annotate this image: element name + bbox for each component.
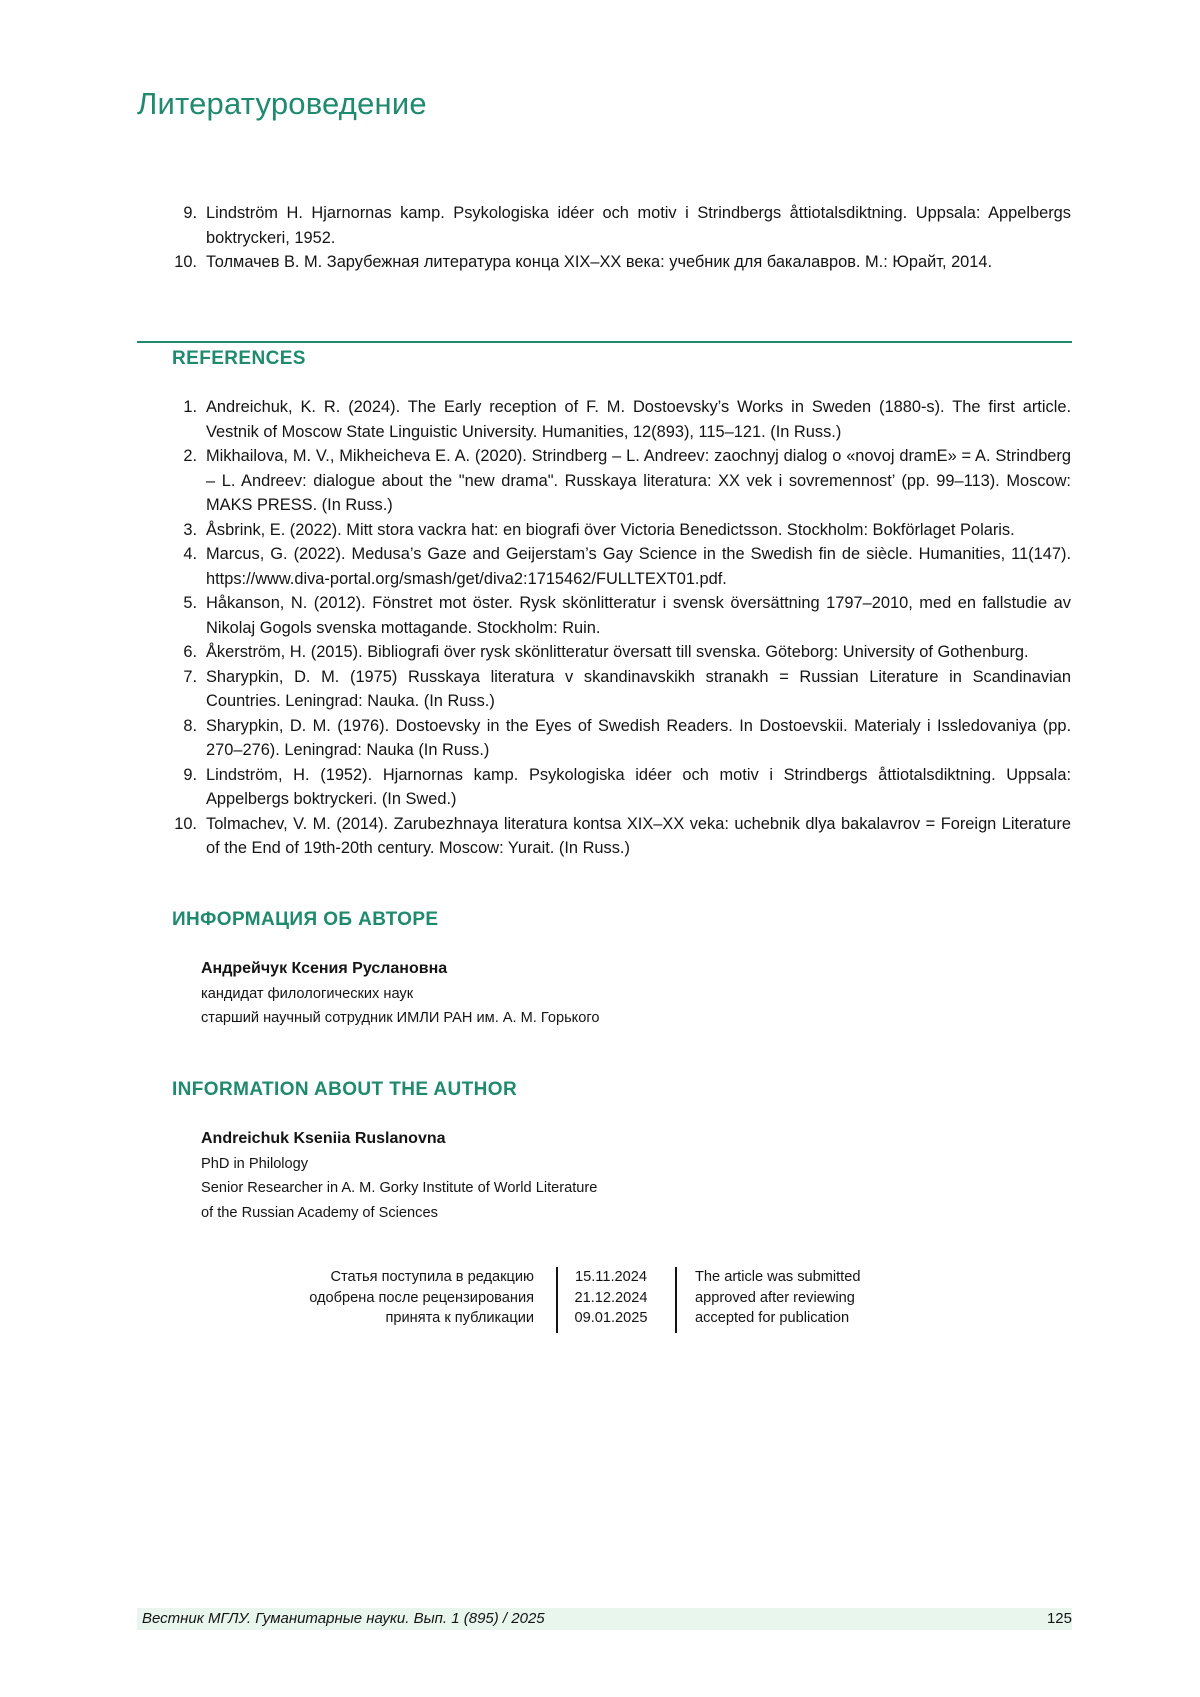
date-label-accepted-ru: принята к публикации xyxy=(250,1308,534,1329)
author-name: Андрейчук Ксения Руслановна xyxy=(201,957,599,982)
date-accepted: 09.01.2025 xyxy=(556,1308,666,1329)
reference-text: Marcus, G. (2022). Medusa’s Gaze and Geijerstam’s Gay Science in the Swedish fin de siècle. Humanities, 11(147). https://www.diva-portal.org/smash/get/diva2:1715462/FULLTEXT01.pdf. xyxy=(206,545,1071,588)
reference-item xyxy=(171,591,1071,640)
reference-text: Mikhailova, M. V., Mikheicheva E. A. (2020). Strindberg – L. Andreev: zaochnyj dialog o «novoj dramE» = A. Strindberg – L. Andreev: dialogue about the "new drama". Russkaya literatura: XX vek i sovremennost’ (pp. 99–113). Moscow: MAKS PRESS. (In Russ.) xyxy=(206,447,1071,514)
reference-number: 6. xyxy=(165,640,197,665)
reference-item xyxy=(171,542,1071,591)
reference-list-ru xyxy=(171,201,1071,275)
reference-item xyxy=(171,714,1071,763)
date-label-accepted-en: accepted for publication xyxy=(695,1308,995,1329)
author-position: Senior Researcher in A. M. Gorky Institute of World Literature xyxy=(201,1176,597,1201)
author-position: старший научный сотрудник ИМЛИ РАН им. А. М. Горького xyxy=(201,1006,599,1031)
reference-text: Åkerström, H. (2015). Bibliografi över rysk skönlitteratur översatt till svenska. Göteborg: University of Gothenburg. xyxy=(206,643,1029,661)
reference-number: 5. xyxy=(165,591,197,616)
reference-item xyxy=(171,395,1071,444)
reference-item xyxy=(171,518,1071,543)
date-label-approved-ru: одобрена после рецензирования xyxy=(250,1288,534,1309)
date-submitted: 15.11.2024 xyxy=(556,1267,666,1288)
date-label-submitted-ru: Статья поступила в редакцию xyxy=(250,1267,534,1288)
section-divider xyxy=(137,341,1072,343)
reference-text: Lindström H. Hjarnornas kamp. Psykologiska idéer och motiv i Strindbergs åttiotalsdiktning. Uppsala: Appelbergs boktryckeri, 1952. xyxy=(206,204,1071,247)
date-label-submitted-en: The article was submitted xyxy=(695,1267,995,1288)
reference-text: Lindström, H. (1952). Hjarnornas kamp. Psykologiska idéer och motiv i Strindbergs åttiotalsdiktning. Uppsala: Appelbergs boktryckeri. (In Swed.) xyxy=(206,766,1071,809)
author-name: Andreichuk Kseniia Ruslanovna xyxy=(201,1127,597,1152)
reference-item xyxy=(171,763,1071,812)
dates-labels-ru xyxy=(250,1267,534,1329)
author-info-heading-ru: ИНФОРМАЦИЯ ОБ АВТОРЕ xyxy=(172,909,439,931)
reference-item xyxy=(171,250,1071,275)
reference-item xyxy=(171,201,1071,250)
page-footer xyxy=(137,1608,1072,1630)
author-info-heading-en: INFORMATION ABOUT THE AUTHOR xyxy=(172,1079,517,1101)
reference-number: 10. xyxy=(165,812,197,837)
reference-number: 9. xyxy=(165,763,197,788)
author-info-ru xyxy=(201,957,599,1031)
reference-item xyxy=(171,444,1071,518)
reference-item xyxy=(171,665,1071,714)
date-label-approved-en: approved after reviewing xyxy=(695,1288,995,1309)
date-approved: 21.12.2024 xyxy=(556,1288,666,1309)
reference-text: Tolmachev, V. M. (2014). Zarubezhnaya literatura kontsa XIX–XX veka: uchebnik dlya bakalavrov = Foreign Literature of the End of 19th-20th century. Moscow: Yurait. (In Russ.) xyxy=(206,815,1071,858)
author-info-en xyxy=(201,1127,597,1225)
reference-item xyxy=(171,812,1071,861)
reference-text: Håkanson, N. (2012). Fönstret mot öster. Rysk skönlitteratur i svensk översättning 1797–2010, med en fallstudie av Nikolaj Gogols svenska mottagande. Stockholm: Ruin. xyxy=(206,594,1071,637)
references-heading: REFERENCES xyxy=(172,348,306,370)
reference-number: 8. xyxy=(165,714,197,739)
reference-number: 1. xyxy=(165,395,197,420)
reference-item xyxy=(171,640,1071,665)
reference-text: Andreichuk, K. R. (2024). The Early reception of F. M. Dostoevsky’s Works in Sweden (1880-s). The first article. Vestnik of Moscow State Linguistic University. Humanities, 12(893), 115–121. (In Russ.) xyxy=(206,398,1071,441)
reference-number: 7. xyxy=(165,665,197,690)
reference-text: Sharypkin, D. M. (1975) Russkaya literatura v skandinavskikh stranakh = Russian Literature in Scandinavian Countries. Leningrad: Nauka. (In Russ.) xyxy=(206,668,1071,711)
dates-labels-en xyxy=(695,1267,995,1329)
reference-number: 10. xyxy=(165,250,197,275)
dates-divider-right xyxy=(675,1267,677,1333)
reference-list-en xyxy=(171,395,1071,861)
section-title: Литературоведение xyxy=(137,86,427,122)
author-degree: кандидат филологических наук xyxy=(201,982,599,1007)
reference-number: 4. xyxy=(165,542,197,567)
reference-text: Åsbrink, E. (2022). Mitt stora vackra hat: en biografi över Victoria Benedictsson. Stockholm: Bokförlaget Polaris. xyxy=(206,521,1015,539)
page-number: 125 xyxy=(1047,1610,1072,1627)
reference-text: Sharypkin, D. M. (1976). Dostoevsky in the Eyes of Swedish Readers. In Dostoevskii. Materialy i Issledovaniya (pp. 270–276). Leningrad: Nauka (In Russ.) xyxy=(206,717,1071,760)
reference-number: 3. xyxy=(165,518,197,543)
journal-citation: Вестник МГЛУ. Гуманитарные науки. Вып. 1 (895) / 2025 xyxy=(142,1610,545,1627)
reference-text: Толмачев В. М. Зарубежная литература конца XIX–XX века: учебник для бакалавров. М.: Юрайт, 2014. xyxy=(206,253,992,271)
author-degree: PhD in Philology xyxy=(201,1152,597,1177)
dates-values xyxy=(556,1267,666,1329)
author-affiliation: of the Russian Academy of Sciences xyxy=(201,1201,597,1226)
reference-number: 2. xyxy=(165,444,197,469)
reference-number: 9. xyxy=(165,201,197,226)
